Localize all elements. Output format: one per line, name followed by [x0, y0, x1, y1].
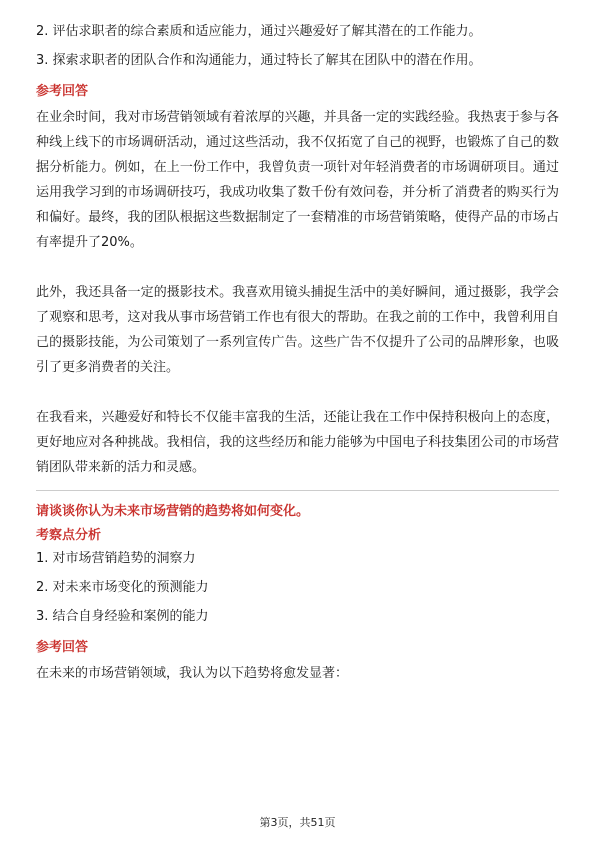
list-item: 2. 评估求职者的综合素质和适应能力，通过兴趣爱好了解其潜在的工作能力。: [36, 24, 482, 39]
analysis-item: 3. 结合自身经验和案例的能力: [36, 609, 209, 624]
document-page: [36, 22, 559, 686]
answer-paragraph: 在我看来，兴趣爱好和特长不仅能丰富我的生活，还能让我在工作中保持积极向上的态度，更好地应对各种挑战。我相信，我的这些经历和能力能够为中国电子科技集团公司的市场营销团队带来新的活力和灵感。: [36, 410, 559, 475]
analysis-item: 1. 对市场营销趋势的洞察力: [36, 551, 196, 566]
answer-paragraph: 此外，我还具备一定的摄影技术。我喜欢用镜头捕捉生活中的美好瞬间，通过摄影，我学会了观察和思考，这对我从事市场营销工作也有很大的帮助。在我之前的工作中，我曾利用自己的摄影技能，为公司策划了一系列宣传广告。这些广告不仅提升了公司的品牌形象，也吸引了更多消费者的关注。: [36, 285, 559, 375]
answer-label: 参考回答: [36, 640, 89, 655]
list-item: 3. 探索求职者的团队合作和沟通能力，通过特长了解其在团队中的潜在作用。: [36, 53, 482, 68]
analysis-item: 2. 对未来市场变化的预测能力: [36, 580, 209, 595]
answer-label: 参考回答: [36, 84, 89, 99]
page-number: 第3页，共51页: [259, 816, 336, 829]
answer-paragraph: 在业余时间，我对市场营销领域有着浓厚的兴趣，并具备一定的实践经验。我热衷于参与各种线上线下的市场调研活动，通过这些活动，我不仅拓宽了自己的视野，也锻炼了自己的数据分析能力。例如，在上一份工作中，我曾负责一项针对年轻消费者的市场调研项目。通过运用我学习到的市场调研技巧，我成功收集了数千份有效问卷，并分析了消费者的购买行为和偏好。最终，我的团队根据这些数据制定了一套精准的市场营销策略，使得产品的市场占有率提升了20%。: [36, 110, 559, 250]
analysis-label: 考察点分析: [36, 528, 102, 543]
section-divider: [36, 490, 559, 491]
question-title: 请谈谈你认为未来市场营销的趋势将如何变化。: [36, 504, 310, 519]
answer-paragraph: 在未来的市场营销领域，我认为以下趋势将愈发显著：: [36, 666, 349, 681]
